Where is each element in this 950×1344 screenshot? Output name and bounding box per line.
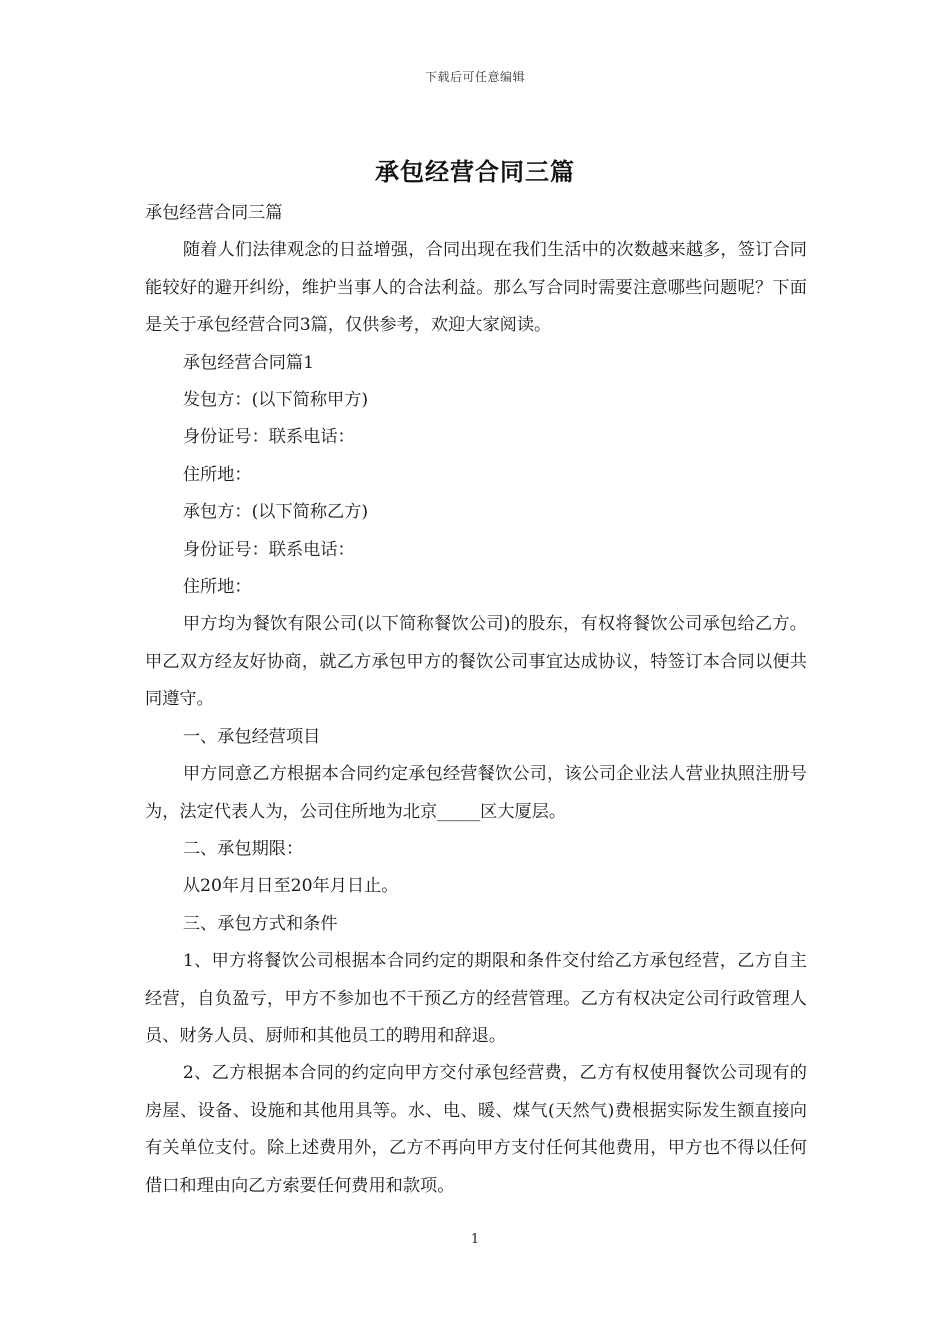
page-number: 1 [470,1232,480,1247]
paragraph: 承包方：(以下简称乙方) [182,502,369,523]
paragraph: 随着人们法律观念的日益增强，合同出现在我们生活中的次数越来越多，签订合同能较好的避开纠纷，维护当事人的合法利益。那么写合同时需要注意哪些问题呢？下面是关于承包经营合同3篇，仅供参考，欢迎大家阅读。 [145,240,807,336]
paragraph: 住所地： [182,464,252,485]
paragraph: 三、承包方式和条件 [182,913,338,934]
document-title: 承包经营合同三篇 [375,157,575,186]
header-note: 下载后可任意编辑 [424,70,525,84]
paragraph: 承包经营合同篇1 [182,352,315,373]
paragraph: 住所地： [182,577,252,598]
paragraph: 2、乙方根据本合同的约定向甲方交付承包经营费，乙方有权使用餐饮公司现有的房屋、设备、设施和其他用具等。水、电、暖、煤气(天然气)费根据实际发生额直接向有关单位支付。除上述费用外，乙方不再向甲方支付任何其他费用，甲方也不得以任何借口和理由向乙方索要任何费用和款项。 [145,1063,807,1196]
paragraph: 发包方：(以下简称甲方) [182,390,369,411]
paragraph: 甲方均为餐饮有限公司(以下简称餐饮公司)的股东，有权将餐饮公司承包给乙方。甲乙双方经友好协商，就乙方承包甲方的餐饮公司事宜达成协议，特签订本合同以便共同遵守。 [145,614,807,710]
paragraph: 身份证号：联系电话： [182,427,355,448]
paragraph: 承包经营合同三篇 [145,203,283,223]
paragraph: 一、承包经营项目 [182,726,321,747]
paragraph: 二、承包期限： [182,838,304,859]
paragraph: 甲方同意乙方根据本合同约定承包经营餐饮公司，该公司企业法人营业执照注册号为，法定代表人为，公司住所地为北京_____区大厦层。 [145,764,807,822]
paragraph: 从20年月日至20年月日止。 [182,876,399,897]
paragraph: 1、甲方将餐饮公司根据本合同约定的期限和条件交付给乙方承包经营，乙方自主经营，自负盈亏，甲方不参加也不干预乙方的经营管理。乙方有权决定公司行政管理人员、财务人员、厨师和其他员工的聘用和辞退。 [145,951,807,1046]
document-body [145,195,807,1205]
paragraph: 身份证号：联系电话： [182,539,355,560]
